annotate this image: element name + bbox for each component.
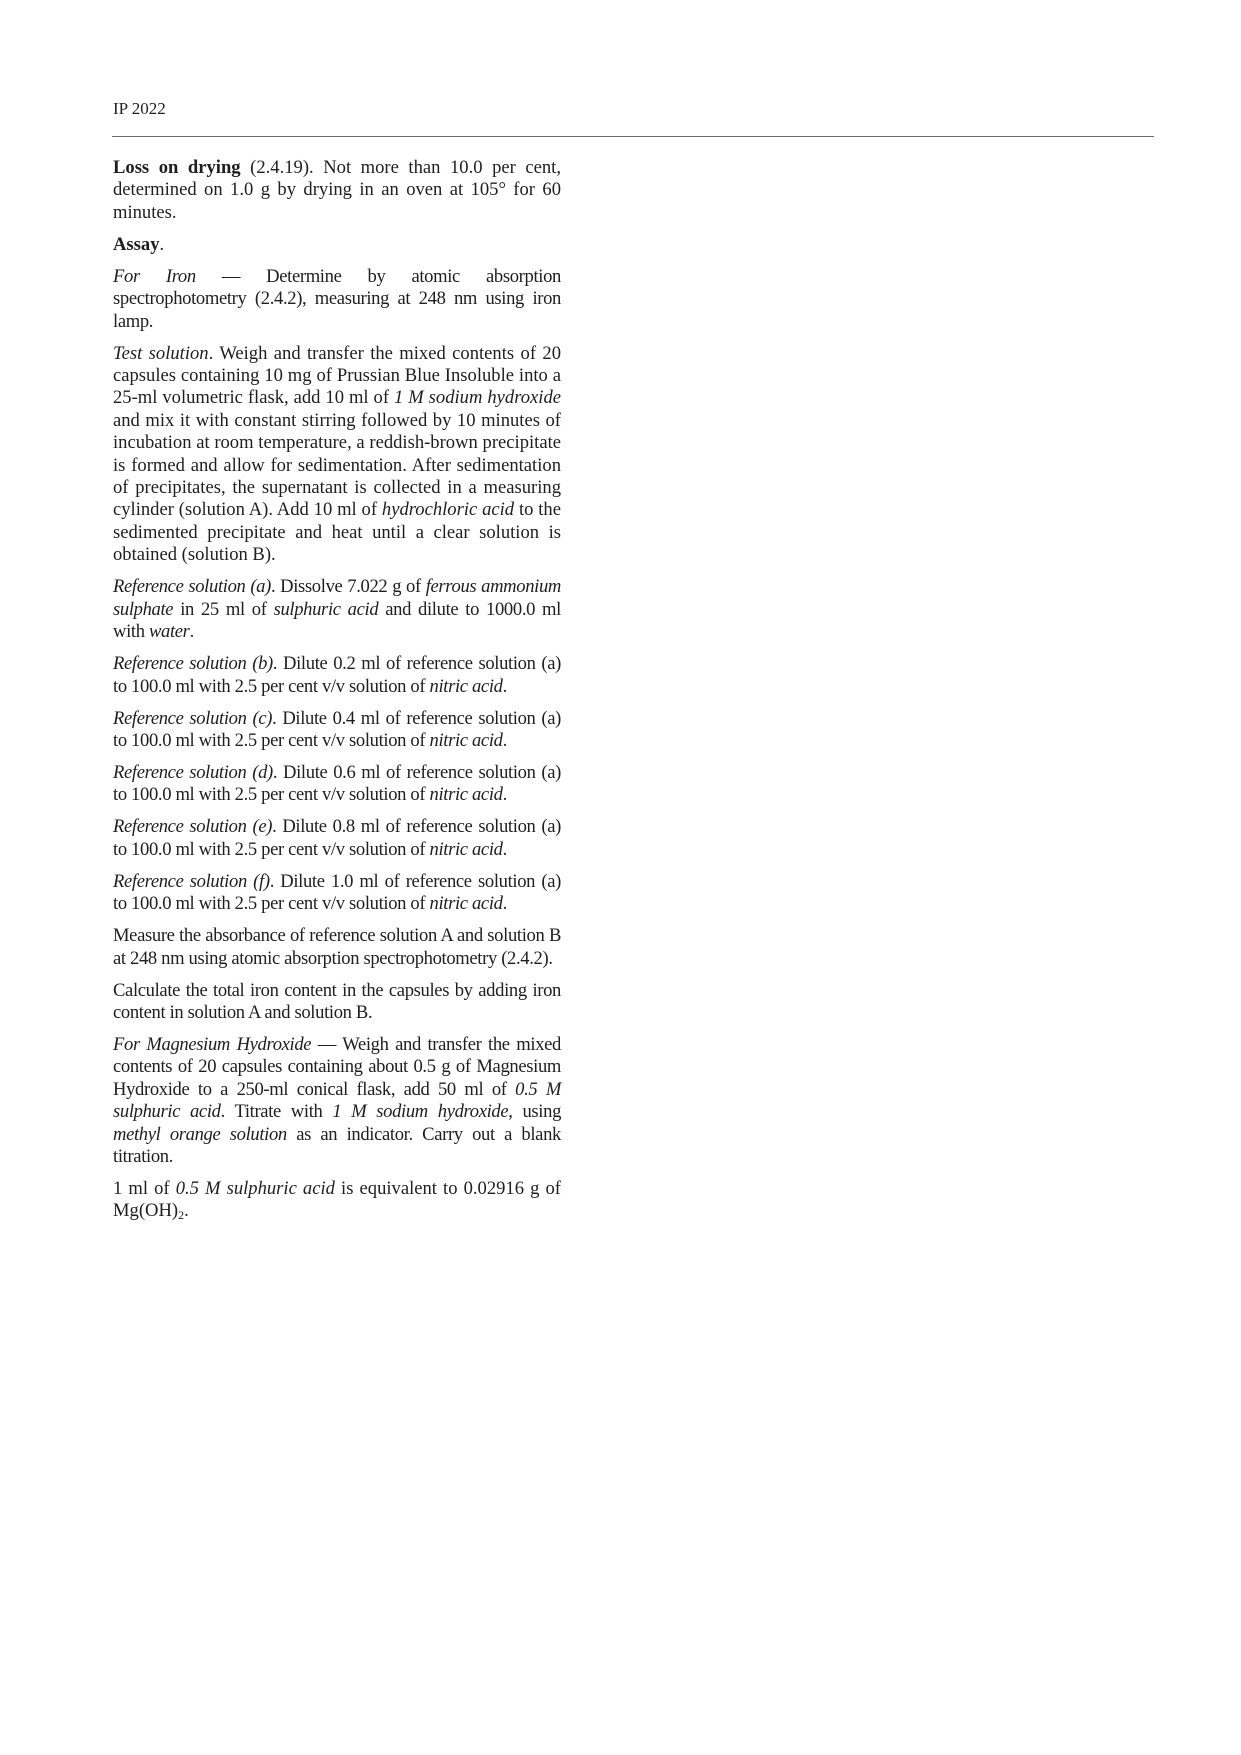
reference-solution-c-label: Reference solution (c): [113, 707, 273, 729]
for-magnesium-text-4: as an indicator. Carry out a blank titration.: [113, 1123, 561, 1167]
reference-solution-b-label: Reference solution (b): [113, 653, 273, 675]
equivalence-text-3: .: [184, 1200, 189, 1222]
measure-absorbance-paragraph: Measure the absorbance of reference solution A and solution B at 248 nm using atomic absorption spectrophotometry (2.4.2).: [113, 925, 561, 969]
reagent-water: water: [148, 621, 190, 643]
reagent-hydrochloric-acid: hydrochloric acid: [381, 499, 515, 521]
reference-solution-d-label: Reference solution (d): [113, 761, 273, 783]
reagent-nitric-acid: nitric acid: [429, 784, 503, 806]
reagent-sodium-hydroxide: 1 M sodium hydroxide: [332, 1101, 509, 1123]
text-column: [113, 157, 561, 1232]
reference-solution-a-text-3: and dilute to 1000.0 ml with: [113, 598, 561, 643]
test-solution-text-1: . Weigh and transfer the mixed contents of 20 capsules containing 10 mg of Prussian Blue Insoluble into a 25-ml volumetric flask, add 10 ml of: [113, 342, 562, 409]
test-solution-text-3: to the sedimented precipitate and heat until a clear solution is obtained (solution B).: [113, 499, 561, 566]
reagent-nitric-acid: nitric acid: [429, 729, 503, 751]
reagent-nitric-acid: nitric acid: [429, 838, 503, 860]
assay-heading: Assay: [113, 233, 160, 255]
for-magnesium-text-3: , using: [508, 1101, 562, 1123]
reference-solution-b-text: . Dilute 0.2 ml of reference solution (a) to 100.0 ml with 2.5 per cent v/v solution of: [113, 653, 561, 697]
reference-solution-a-label: Reference solution (a): [113, 576, 271, 598]
reagent-methyl-orange: methyl orange solution: [113, 1123, 287, 1145]
reference-solution-a-text-2: in 25 ml of: [173, 598, 274, 620]
assay-heading-suffix: .: [159, 233, 165, 255]
for-magnesium-paragraph: [113, 1034, 561, 1168]
reagent-sulphuric-acid: 0.5 M sulphuric acid: [175, 1177, 335, 1199]
equivalence-paragraph: [113, 1178, 561, 1223]
assay-heading-paragraph: [113, 234, 561, 256]
reference-solution-f-end: .: [502, 893, 507, 915]
for-magnesium-text-1: — Weigh and transfer the mixed contents of 20 capsules containing about 0.5 g of Magnesium Hydroxide to a 250-ml conical flask, add 50 ml of: [113, 1033, 561, 1100]
reference-solution-c-paragraph: [113, 708, 561, 753]
formula-subscript: 2: [178, 1208, 185, 1223]
reagent-nitric-acid: nitric acid: [429, 675, 503, 697]
for-magnesium-label: For Magnesium Hydroxide: [113, 1033, 312, 1055]
test-solution-paragraph: [113, 343, 561, 567]
reagent-sodium-hydroxide: 1 M sodium hydroxide: [393, 387, 562, 409]
reagent-sulphuric-acid: 0.5 M sulphuric acid: [113, 1078, 562, 1123]
test-solution-label: Test solution: [113, 342, 209, 364]
reference-solution-e-end: .: [502, 838, 507, 860]
reference-solution-b-paragraph: [113, 653, 561, 698]
reference-solution-e-label: Reference solution (e): [113, 816, 273, 838]
reference-solution-f-paragraph: [113, 871, 561, 916]
reference-solution-c-text: . Dilute 0.4 ml of reference solution (a) to 100.0 ml with 2.5 per cent v/v solution of: [113, 707, 561, 751]
reference-solution-a-text-4: .: [189, 621, 194, 643]
equivalence-text-2: is equivalent to 0.02916 g of Mg(OH): [113, 1177, 561, 1222]
reference-solution-f-text: . Dilute 1.0 ml of reference solution (a) to 100.0 ml with 2.5 per cent v/v solution of: [113, 870, 561, 915]
test-solution-text-2: and mix it with constant stirring followed by 10 minutes of incubation at room temperature, a reddish-brown precipitate is formed and allow for sedimentation. After sedimentation of precipitates, the supernatant is collected in a measuring cylinder (solution A). Add 10 ml of: [113, 409, 561, 521]
reference-solution-f-label: Reference solution (f): [113, 870, 270, 892]
running-head: IP 2022: [113, 99, 166, 118]
loss-on-drying-heading: Loss on drying: [113, 157, 241, 178]
reference-solution-a-paragraph: [113, 576, 561, 643]
reference-solution-d-paragraph: [113, 762, 561, 807]
reference-solution-d-end: .: [502, 784, 507, 806]
header-rule: [112, 136, 1154, 137]
reference-solution-a-text-1: . Dissolve 7.022 g of: [270, 576, 426, 598]
loss-on-drying-text: (2.4.19). Not more than 10.0 per cent, determined on 1.0 g by drying in an oven at 105° for 60 minutes.: [113, 157, 561, 223]
equivalence-text-1: 1 ml of: [113, 1177, 176, 1199]
for-magnesium-text-2: . Titrate with: [220, 1101, 333, 1123]
reagent-sulphuric-acid: sulphuric acid: [273, 598, 379, 620]
reagent-ferrous-ammonium-sulphate: ferrous ammonium sulphate: [113, 576, 561, 620]
reference-solution-e-text: . Dilute 0.8 ml of reference solution (a) to 100.0 ml with 2.5 per cent v/v solution of: [113, 816, 561, 860]
for-iron-paragraph: [113, 266, 561, 333]
for-iron-label: For Iron: [113, 265, 196, 287]
reference-solution-d-text: . Dilute 0.6 ml of reference solution (a) to 100.0 ml with 2.5 per cent v/v solution of: [113, 761, 561, 806]
calculate-iron-paragraph: Calculate the total iron content in the capsules by adding iron content in solution A and solution B.: [113, 979, 561, 1023]
reference-solution-c-end: .: [502, 729, 507, 751]
loss-on-drying-paragraph: [113, 157, 561, 224]
for-iron-text: — Determine by atomic absorption spectrophotometry (2.4.2), measuring at 248 nm using iron lamp.: [113, 265, 561, 332]
reference-solution-b-end: .: [502, 675, 507, 697]
reagent-nitric-acid: nitric acid: [429, 893, 503, 915]
reference-solution-e-paragraph: [113, 816, 561, 861]
